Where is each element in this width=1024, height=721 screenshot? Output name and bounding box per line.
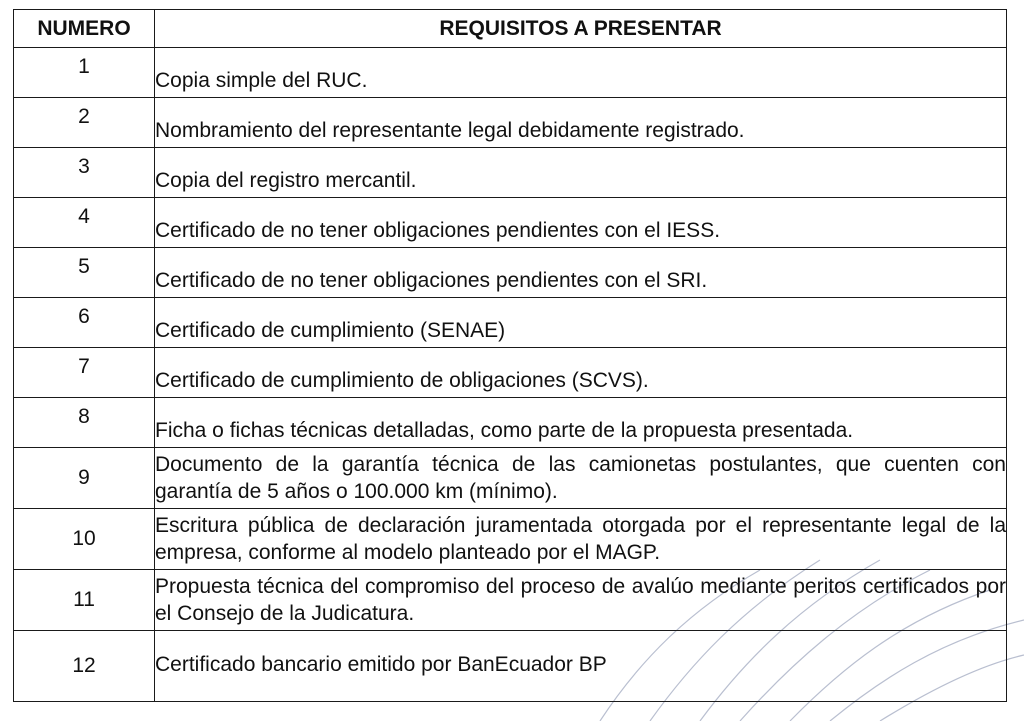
row-number [14, 298, 155, 348]
table-row [14, 298, 1007, 348]
row-number-text: 1 [78, 54, 90, 78]
row-requirement: Certificado de cumplimiento de obligaciones (SCVS). [155, 348, 1007, 398]
table-row [14, 570, 1007, 631]
row-requirement: Documento de la garantía técnica de las camionetas postulantes, que cuenten con garantía de 5 años o 100.000 km (mínimo). [155, 448, 1007, 509]
row-number [14, 98, 155, 148]
row-number-text: 11 [73, 588, 95, 611]
row-number-text: 5 [78, 254, 90, 278]
row-requirement: Certificado de no tener obligaciones pendientes con el IESS. [155, 198, 1007, 248]
row-number [14, 398, 155, 448]
row-number-text: 8 [78, 404, 90, 428]
table-row [14, 509, 1007, 570]
row-requirement: Certificado de cumplimiento (SENAE) [155, 298, 1007, 348]
row-requirement: Ficha o fichas técnicas detalladas, como parte de la propuesta presentada. [155, 398, 1007, 448]
row-number [14, 509, 155, 570]
header-requirement: REQUISITOS A PRESENTAR [155, 10, 1007, 48]
row-number-text: 2 [78, 104, 90, 128]
row-number-text: 12 [72, 654, 96, 677]
table-row [14, 398, 1007, 448]
row-number [14, 198, 155, 248]
table-row [14, 148, 1007, 198]
row-number [14, 570, 155, 631]
table-row [14, 248, 1007, 298]
row-number-text: 6 [78, 304, 90, 328]
row-number [14, 148, 155, 198]
row-number [14, 48, 155, 98]
row-number-text: 7 [78, 354, 90, 378]
row-number [14, 348, 155, 398]
row-requirement: Escritura pública de declaración juramentada otorgada por el representante legal de la empresa, conforme al modelo planteado por el MAGP. [155, 509, 1007, 570]
requirements-table [13, 9, 1007, 702]
row-requirement: Copia simple del RUC. [155, 48, 1007, 98]
row-requirement: Copia del registro mercantil. [155, 148, 1007, 198]
table-row [14, 448, 1007, 509]
header-row [14, 10, 1007, 48]
row-number-text: 10 [72, 527, 96, 550]
table-row [14, 198, 1007, 248]
row-number-text: 4 [78, 204, 90, 228]
row-requirement: Certificado de no tener obligaciones pendientes con el SRI. [155, 248, 1007, 298]
table-row [14, 348, 1007, 398]
row-requirement: Propuesta técnica del compromiso del proceso de avalúo mediante peritos certificados por el Consejo de la Judicatura. [155, 570, 1007, 631]
header-number: NUMERO [14, 10, 155, 48]
row-requirement: Certificado bancario emitido por BanEcuador BP [155, 631, 1007, 702]
table-row [14, 98, 1007, 148]
table-row [14, 631, 1007, 702]
row-number [14, 631, 155, 702]
row-number-text: 3 [78, 154, 90, 178]
row-number-text: 9 [78, 466, 90, 489]
row-requirement: Nombramiento del representante legal debidamente registrado. [155, 98, 1007, 148]
table-row [14, 48, 1007, 98]
row-number [14, 248, 155, 298]
row-number [14, 448, 155, 509]
